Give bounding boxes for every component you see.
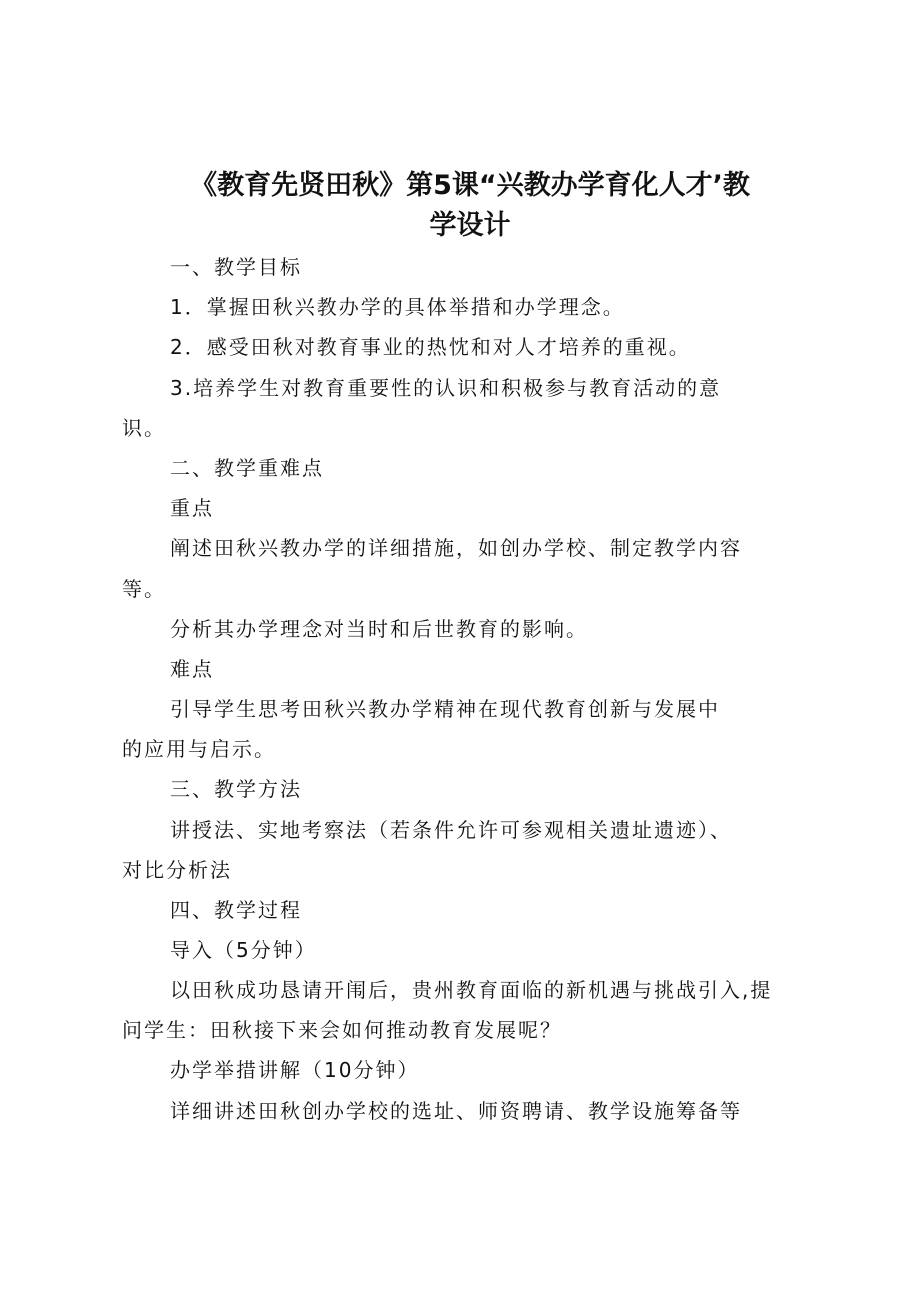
introduction-text-continued: 问学生：田秋接下来会如何推动教育发展呢？ — [122, 1018, 562, 1042]
difficulty-item: 引导学生思考田秋兴教办学精神在现代教育创新与发展中 — [170, 697, 720, 721]
subheading-key-point: 重点 — [170, 496, 214, 520]
document-title-line-2: 学设计 — [429, 210, 511, 241]
key-point-item-1-continued: 等。 — [122, 577, 166, 601]
key-point-item-2: 分析其办学理念对当时和后世教育的影响。 — [170, 617, 588, 641]
measures-text: 详细讲述田秋创办学校的选址、师资聘请、教学设施筹备等 — [170, 1099, 742, 1123]
document-title-line-1: 《教育先贤田秋》第5课“兴教办学育化人才’教 — [190, 170, 750, 201]
subheading-measures: 办学举措讲解（10分钟） — [170, 1058, 420, 1082]
key-point-item-1: 阐述田秋兴教办学的详细措施，如创办学校、制定教学内容 — [170, 536, 742, 560]
section-heading-key-points: 二、教学重难点 — [170, 456, 324, 480]
section-heading-objectives: 一、教学目标 — [170, 255, 302, 279]
objective-item-3: 3.培养学生对教育重要性的认识和积极参与教育活动的意 — [170, 376, 722, 400]
objective-item-3-continued: 识。 — [122, 416, 166, 440]
methods-text: 讲授法、实地考察法（若条件允许可参观相关遗址遗迹）、 — [170, 818, 732, 842]
introduction-text: 以田秋成功恳请开闱后，贵州教育面临的新机遇与挑战引入,提 — [170, 978, 773, 1002]
section-heading-methods: 三、教学方法 — [170, 777, 302, 801]
objective-item-1: 1．掌握田秋兴教办学的具体举措和办学理念。 — [170, 295, 625, 319]
subheading-introduction: 导入（5分钟） — [170, 938, 317, 962]
difficulty-item-continued: 的应用与启示。 — [122, 737, 276, 761]
objective-item-2: 2．感受田秋对教育事业的热忱和对人才培养的重视。 — [170, 335, 691, 359]
subheading-difficulty: 难点 — [170, 657, 214, 681]
methods-text-continued: 对比分析法 — [122, 858, 232, 882]
section-heading-process: 四、教学过程 — [170, 898, 302, 922]
